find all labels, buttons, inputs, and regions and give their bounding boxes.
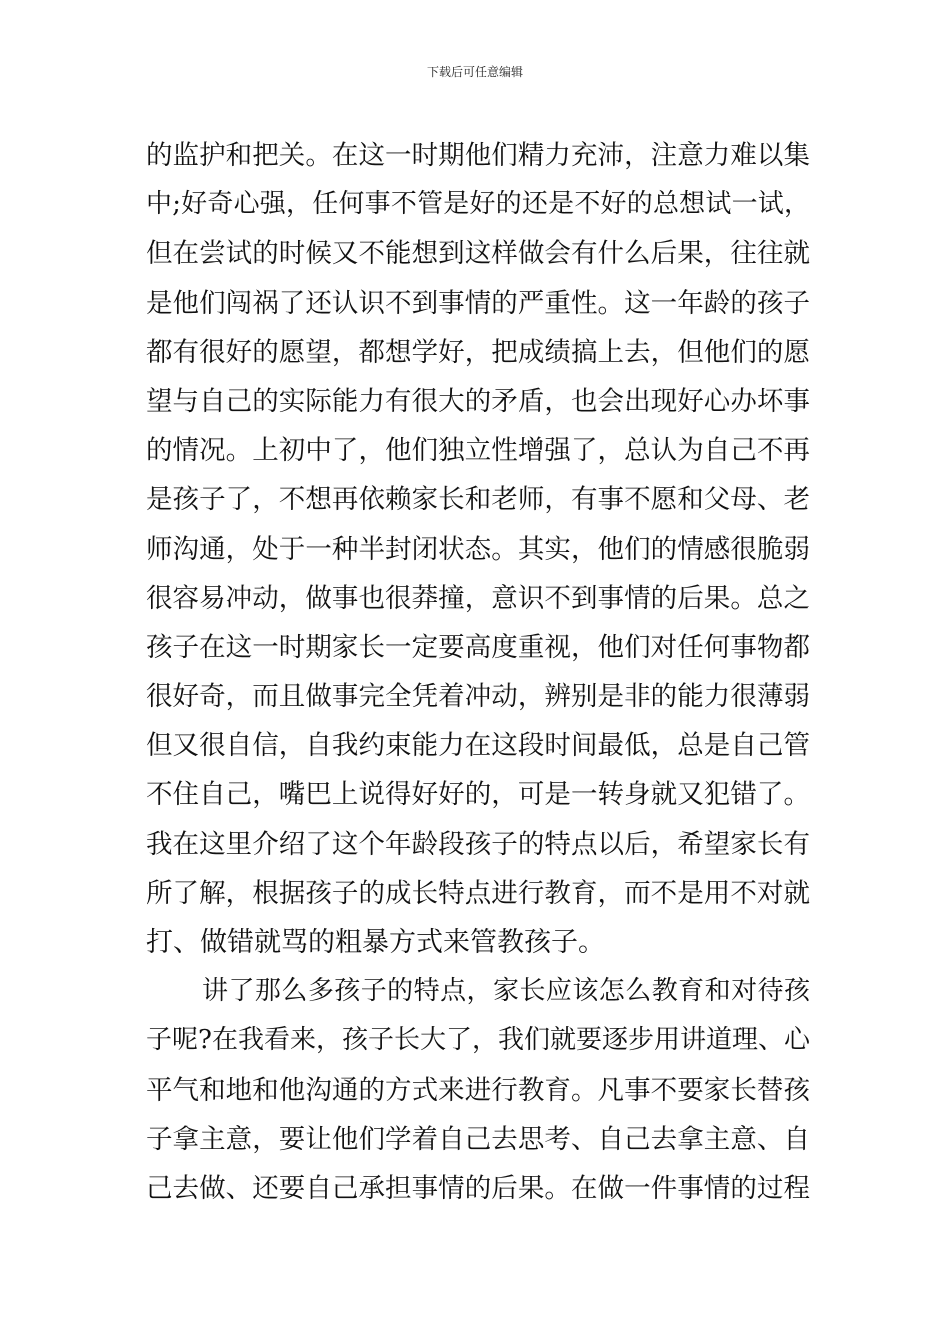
text-line: 是孩子了，不想再依赖家长和老师，有事不愿和父母、老 [146, 484, 810, 516]
text-line: 己去做、还要自己承担事情的后果。在做一件事情的过程 [146, 1172, 810, 1204]
text-line: 子呢?在我看来，孩子长大了，我们就要逐步用讲道理、心 [146, 1025, 810, 1056]
text-line: 不住自己，嘴巴上说得好好的，可是一转身就又犯错了。 [146, 779, 810, 811]
text-line: 的情况。上初中了，他们独立性增强了，总认为自己不再 [146, 435, 810, 467]
text-line: 是他们闯祸了还认识不到事情的严重性。这一年龄的孩子 [146, 287, 810, 319]
text-line: 打、做错就骂的粗暴方式来管教孩子。 [146, 927, 605, 958]
paragraph-first-line: 讲了那么多孩子的特点，家长应该怎么教育和对待孩 [202, 976, 810, 1007]
page-header: 下载后可任意编辑 [426, 65, 523, 79]
text-line: 的监护和把关。在这一时期他们精力充沛，注意力难以集 [146, 140, 810, 171]
text-line: 中;好奇心强，任何事不管是好的还是不好的总想试一试， [146, 189, 810, 220]
text-line: 很好奇，而且做事完全凭着冲动，辨别是非的能力很薄弱 [146, 681, 810, 713]
text-line: 平气和地和他沟通的方式来进行教育。凡事不要家长替孩 [146, 1074, 810, 1106]
text-line: 子拿主意，要让他们学着自己去思考、自己去拿主意、自 [146, 1123, 810, 1155]
text-line: 都有很好的愿望，都想学好，把成绩搞上去，但他们的愿 [146, 336, 810, 368]
text-line: 但又很自信，自我约束能力在这段时间最低，总是自己管 [146, 730, 810, 762]
text-line: 但在尝试的时候又不能想到这样做会有什么后果，往往就 [146, 238, 810, 270]
text-line: 很容易冲动，做事也很莽撞，意识不到事情的后果。总之 [146, 582, 810, 614]
text-line: 望与自己的实际能力有很大的矛盾，也会出现好心办坏事 [146, 385, 810, 417]
body-text [146, 131, 810, 1213]
text-line: 孩子在这一时期家长一定要高度重视，他们对任何事物都 [146, 631, 810, 663]
text-line: 师沟通，处于一种半封闭状态。其实，他们的情感很脆弱 [146, 533, 810, 565]
text-line: 我在这里介绍了这个年龄段孩子的特点以后，希望家长有 [146, 828, 810, 860]
text-line: 所了解，根据孩子的成长特点进行教育，而不是用不对就 [146, 877, 810, 909]
